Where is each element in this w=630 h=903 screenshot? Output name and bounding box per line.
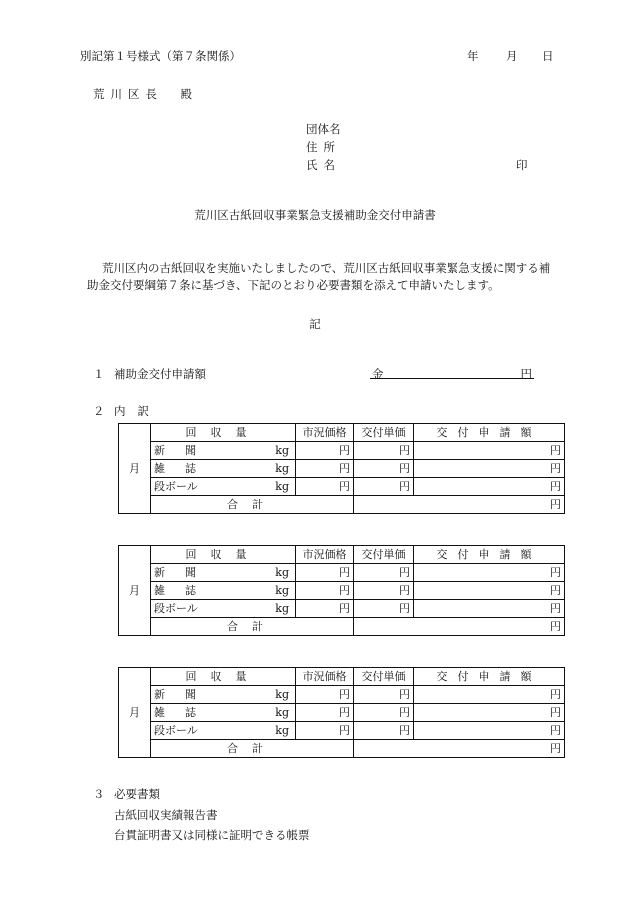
total-row xyxy=(119,740,565,758)
month-cell[interactable]: 月 xyxy=(119,668,151,758)
section2-label: 内訳 xyxy=(114,404,161,418)
requested-amount-field[interactable] xyxy=(370,362,534,379)
application-statement: 荒川区内の古紙回収を実施いたしましたので、荒川区古紙回収事業緊急支援に関する補助金交付要綱第７条に基づき、下記のとおり必要書類を添えて申請いたします。 xyxy=(87,261,551,292)
amount-cell[interactable]: 円 xyxy=(414,704,565,722)
section3-number: ３ xyxy=(93,787,105,801)
item-name: 段ボール xyxy=(154,724,198,737)
section1-label: 補助金交付申請額 xyxy=(114,367,206,381)
unit-label: kg xyxy=(275,444,289,457)
breakdown-table-3 xyxy=(118,667,564,758)
header-amount: 交付申請額 xyxy=(414,668,565,686)
header-amount: 交付申請額 xyxy=(414,424,565,442)
header-market-price: 市況価格 xyxy=(296,668,354,686)
date-day-label: 日 xyxy=(542,49,554,63)
quantity-magazine-cell[interactable] xyxy=(151,704,296,722)
date-year-label: 年 xyxy=(467,49,479,63)
kin-label: 金 xyxy=(372,367,384,381)
total-amount-cell[interactable]: 円 xyxy=(354,740,565,758)
total-amount-cell[interactable]: 円 xyxy=(354,496,565,514)
header-market-price: 市況価格 xyxy=(296,424,354,442)
month-cell[interactable]: 月 xyxy=(119,424,151,514)
header-unit-price: 交付単価 xyxy=(354,668,414,686)
amount-cell[interactable]: 円 xyxy=(414,478,565,496)
ki-heading: 記 xyxy=(309,317,321,331)
unit-label: kg xyxy=(275,462,289,475)
market-price-cell[interactable]: 円 xyxy=(296,460,354,478)
yen-label: 円 xyxy=(520,367,532,381)
unit-label: kg xyxy=(275,584,289,597)
quantity-cardboard-cell[interactable] xyxy=(151,722,296,740)
section1-number: １ xyxy=(93,367,105,381)
applicant-address-label: 住所 xyxy=(306,140,341,154)
table-row xyxy=(119,460,565,478)
market-price-cell[interactable]: 円 xyxy=(296,564,354,582)
seal-mark: 印 xyxy=(516,158,528,172)
form-number: 別記第１号様式（第７条関係） xyxy=(80,49,241,63)
document-title: 荒川区古紙回収事業緊急支援補助金交付申請書 xyxy=(194,208,436,222)
applicant-group-label: 団体名 xyxy=(306,122,341,136)
table-row xyxy=(119,442,565,460)
unit-price-cell[interactable]: 円 xyxy=(354,600,414,618)
breakdown-table-1 xyxy=(118,423,564,514)
applicant-name-label: 氏名 xyxy=(306,158,341,172)
unit-price-cell[interactable]: 円 xyxy=(354,460,414,478)
table-row xyxy=(119,582,565,600)
unit-label: kg xyxy=(275,706,289,719)
date-month-label: 月 xyxy=(506,49,518,63)
header-quantity: 回収量 xyxy=(151,424,296,442)
addressee: 荒川区長 殿 xyxy=(93,87,198,101)
table-row xyxy=(119,704,565,722)
market-price-cell[interactable]: 円 xyxy=(296,600,354,618)
item-name: 新聞 xyxy=(154,444,216,457)
amount-cell[interactable]: 円 xyxy=(414,600,565,618)
table-row xyxy=(119,564,565,582)
total-label: 合計 xyxy=(151,496,354,514)
unit-price-cell[interactable]: 円 xyxy=(354,442,414,460)
amount-cell[interactable]: 円 xyxy=(414,722,565,740)
breakdown-table-2 xyxy=(118,545,564,636)
unit-label: kg xyxy=(275,724,289,737)
header-market-price: 市況価格 xyxy=(296,546,354,564)
header-quantity: 回収量 xyxy=(151,546,296,564)
unit-price-cell[interactable]: 円 xyxy=(354,582,414,600)
market-price-cell[interactable]: 円 xyxy=(296,686,354,704)
month-cell[interactable]: 月 xyxy=(119,546,151,636)
item-name: 新聞 xyxy=(154,688,216,701)
amount-cell[interactable]: 円 xyxy=(414,686,565,704)
total-row xyxy=(119,496,565,514)
table-row xyxy=(119,600,565,618)
header-unit-price: 交付単価 xyxy=(354,424,414,442)
required-document-item: 古紙回収実績報告書 xyxy=(114,808,218,822)
unit-price-cell[interactable]: 円 xyxy=(354,686,414,704)
unit-price-cell[interactable]: 円 xyxy=(354,564,414,582)
table-row xyxy=(119,686,565,704)
item-name: 雑誌 xyxy=(154,706,216,719)
section2-number: ２ xyxy=(93,404,105,418)
total-row xyxy=(119,618,565,636)
header-quantity: 回収量 xyxy=(151,668,296,686)
item-name: 雑誌 xyxy=(154,462,216,475)
table-row xyxy=(119,722,565,740)
unit-label: kg xyxy=(275,480,289,493)
amount-cell[interactable]: 円 xyxy=(414,460,565,478)
table-row xyxy=(119,478,565,496)
amount-cell[interactable]: 円 xyxy=(414,442,565,460)
item-name: 雑誌 xyxy=(154,584,216,597)
quantity-magazine-cell[interactable] xyxy=(151,460,296,478)
unit-label: kg xyxy=(275,602,289,615)
market-price-cell[interactable]: 円 xyxy=(296,478,354,496)
section3-label: 必要書類 xyxy=(114,787,160,801)
unit-price-cell[interactable]: 円 xyxy=(354,478,414,496)
market-price-cell[interactable]: 円 xyxy=(296,722,354,740)
quantity-newspaper-cell[interactable] xyxy=(151,442,296,460)
quantity-newspaper-cell[interactable] xyxy=(151,564,296,582)
header-unit-price: 交付単価 xyxy=(354,546,414,564)
quantity-cardboard-cell[interactable] xyxy=(151,478,296,496)
unit-label: kg xyxy=(275,688,289,701)
total-amount-cell[interactable]: 円 xyxy=(354,618,565,636)
unit-price-cell[interactable]: 円 xyxy=(354,704,414,722)
header-amount: 交付申請額 xyxy=(414,546,565,564)
quantity-newspaper-cell[interactable] xyxy=(151,686,296,704)
item-name: 新聞 xyxy=(154,566,216,579)
market-price-cell[interactable]: 円 xyxy=(296,704,354,722)
amount-cell[interactable]: 円 xyxy=(414,582,565,600)
unit-price-cell[interactable]: 円 xyxy=(354,722,414,740)
market-price-cell[interactable]: 円 xyxy=(296,582,354,600)
total-label: 合計 xyxy=(151,740,354,758)
item-name: 段ボール xyxy=(154,480,198,493)
quantity-cardboard-cell[interactable] xyxy=(151,600,296,618)
market-price-cell[interactable]: 円 xyxy=(296,442,354,460)
total-label: 合計 xyxy=(151,618,354,636)
item-name: 段ボール xyxy=(154,602,198,615)
amount-cell[interactable]: 円 xyxy=(414,564,565,582)
quantity-magazine-cell[interactable] xyxy=(151,582,296,600)
required-document-item: 台貫証明書又は同様に証明できる帳票 xyxy=(114,828,310,842)
unit-label: kg xyxy=(275,566,289,579)
